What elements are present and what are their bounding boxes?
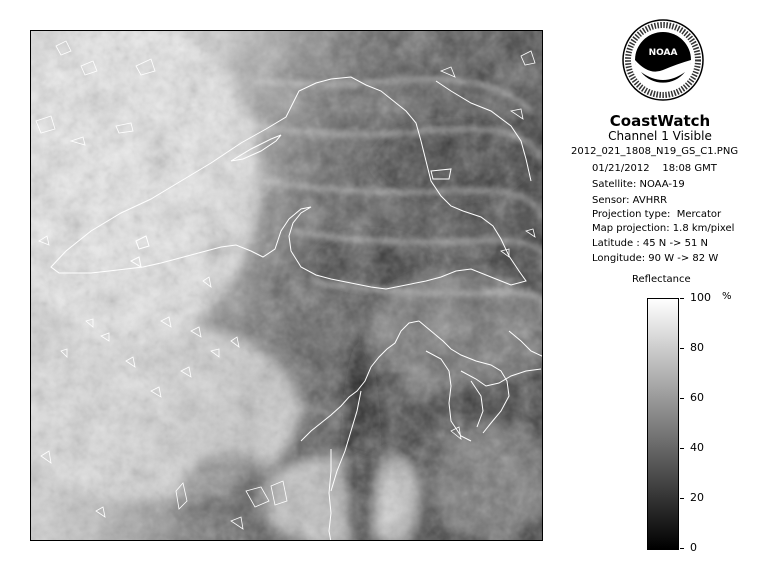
legend-title: Reflectance (632, 274, 691, 285)
satellite-text: Satellite: NOAA-19 (592, 179, 685, 190)
channel-subtitle: Channel 1 Visible (608, 129, 712, 143)
legend-tick-label-0: 0 (690, 541, 697, 554)
legend-tick-label-100: 100 (690, 291, 711, 304)
legend-tick-60 (680, 398, 684, 399)
noaa-logo-text: NOAA (648, 48, 678, 58)
legend-tick-80 (680, 348, 684, 349)
legend-tick-100 (680, 298, 684, 299)
latitude-text: Latitude : 45 N -> 51 N (592, 238, 708, 249)
legend-tick-0 (680, 548, 684, 549)
legend-tick-label-40: 40 (690, 441, 704, 454)
satellite-image-canvas (31, 31, 543, 541)
sensor-text: Sensor: AVHRR (592, 195, 668, 206)
legend-tick-label-60: 60 (690, 391, 704, 404)
legend-tick-40 (680, 448, 684, 449)
datetime-text: 01/21/2012 18:08 GMT (592, 163, 717, 174)
legend-unit: % (722, 291, 732, 302)
noaa-logo (621, 18, 705, 102)
legend-tick-label-20: 20 (690, 491, 704, 504)
map-projection-text: Map projection: 1.8 km/pixel (592, 223, 735, 234)
reflectance-colorbar (647, 298, 679, 550)
app-title: CoastWatch (609, 112, 711, 130)
filename-text: 2012_021_1808_N19_GS_C1.PNG (571, 146, 739, 157)
legend-tick-20 (680, 498, 684, 499)
legend-tick-label-80: 80 (690, 341, 704, 354)
satellite-image (30, 30, 543, 541)
longitude-text: Longitude: 90 W -> 82 W (592, 253, 719, 264)
projection-type-text: Projection type: Mercator (592, 209, 722, 220)
